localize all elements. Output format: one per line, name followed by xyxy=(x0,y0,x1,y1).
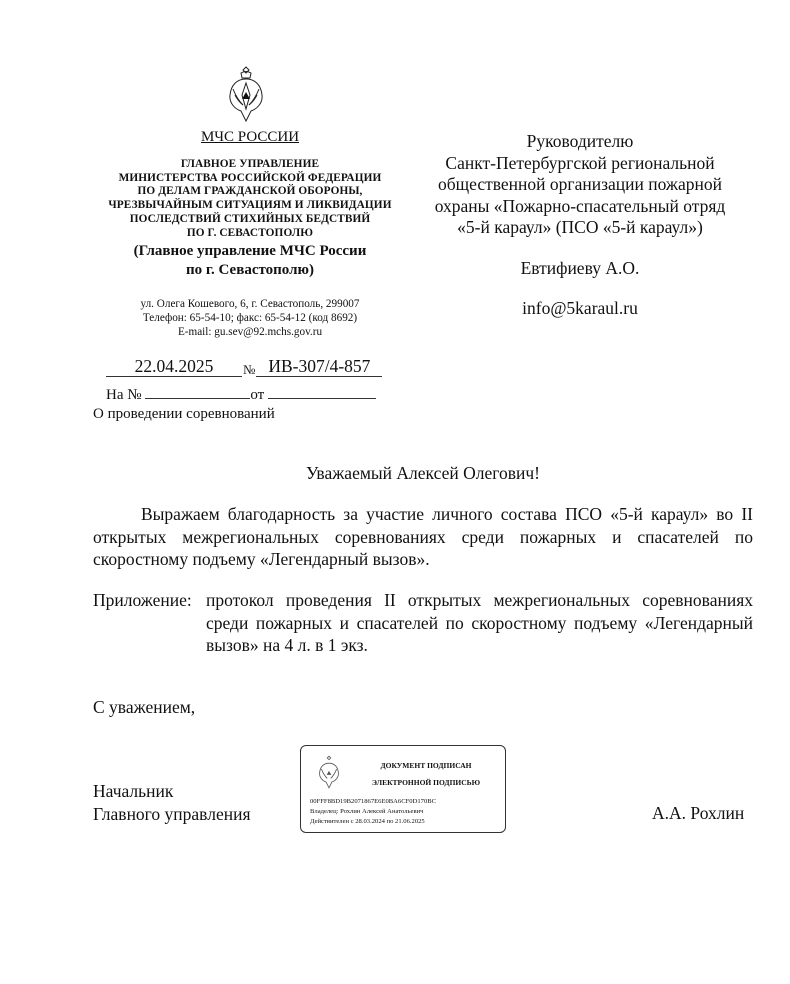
reference-line xyxy=(106,386,386,403)
recipient-line: Руководителю xyxy=(526,131,634,151)
org-line: ГЛАВНОЕ УПРАВЛЕНИЕ xyxy=(180,158,320,170)
ref-from-label: от xyxy=(250,387,265,403)
stamp-heading xyxy=(351,757,501,791)
recipient-email: info@5karaul.ru xyxy=(522,298,638,318)
electronic-signature-stamp xyxy=(300,745,506,833)
org-line: ПО ДЕЛАМ ГРАЖДАНСКОЙ ОБОРОНЫ, xyxy=(137,185,363,198)
recipient-line: «5-й караул» (ПСО «5-й караул») xyxy=(457,217,703,237)
ref-number-blank xyxy=(145,386,250,399)
org-line: ЧРЕЗВЫЧАЙНЫМ СИТУАЦИЯМ И ЛИКВИДАЦИИ xyxy=(108,199,392,212)
sender-block xyxy=(90,128,410,340)
greeting: Уважаемый Алексей Олегович! xyxy=(306,463,540,483)
recipient-line: охраны «Пожарно-спасательный отряд xyxy=(434,195,726,216)
letter-body xyxy=(93,503,753,571)
attachment-label: Приложение: xyxy=(93,590,192,610)
ref-date-blank xyxy=(268,386,376,399)
stamp-info xyxy=(310,797,436,828)
document-number: ИВ-307/4-857 xyxy=(256,356,382,377)
signatory-title-line: Начальник xyxy=(93,781,174,801)
recipient-line: Санкт-Петербургской региональной xyxy=(445,152,715,173)
sender-contacts xyxy=(90,298,410,339)
stamp-heading-line: ДОКУМЕНТ ПОДПИСАН xyxy=(380,761,472,770)
attachment-block xyxy=(93,589,753,657)
signatory-title xyxy=(93,780,251,825)
org-line: ПОСЛЕДСТВИЙ СТИХИЙНЫХ БЕДСТВИЙ xyxy=(129,212,371,225)
recipient-block xyxy=(420,131,740,320)
org-line: МИНИСТЕРСТВА РОССИЙСКОЙ ФЕДЕРАЦИИ xyxy=(118,171,382,184)
org-full-name xyxy=(90,158,410,240)
ref-number-label: На № xyxy=(106,387,142,403)
registration-line xyxy=(106,356,386,378)
certificate-serial: 00FFF8BD19B2071867E6E0BA6CF0D170BC xyxy=(310,798,437,805)
closing: С уважением, xyxy=(93,697,196,717)
recipient-line: общественной организации пожарной xyxy=(438,174,722,194)
attachment-text: протокол проведения II открытых межрегиональных соревнованиях среди пожарных и спасателей по скоростному подъему «Легендарный вызов» на 4 л. в 1 экз. xyxy=(206,590,753,655)
org-abbreviated-name xyxy=(90,242,410,280)
signatory-name: А.А. Рохлин xyxy=(652,803,745,823)
org-short-name: МЧС РОССИИ xyxy=(200,129,300,145)
certificate-validity: Действителен с 28.03.2024 по 21.06.2025 xyxy=(310,818,425,826)
number-sign: № xyxy=(243,362,256,377)
certificate-owner: Владелец: Рохлин Алексей Анатольевич xyxy=(310,808,424,816)
stamp-heading-line: ЭЛЕКТРОННОЙ ПОДПИСЬЮ xyxy=(371,778,481,787)
emercom-emblem-icon xyxy=(227,65,265,123)
sender-address: ул. Олега Кошевого, 6, г. Севастополь, 299007 xyxy=(140,298,360,311)
emercom-emblem-icon xyxy=(315,755,343,789)
sender-phone: Телефон: 65-54-10; факс: 65-54-12 (код 8692) xyxy=(142,312,358,325)
recipient-name: Евтифиеву А.О. xyxy=(520,257,640,278)
sender-email: E-mail: gu.sev@92.mchs.gov.ru xyxy=(177,325,323,338)
document-date: 22.04.2025 xyxy=(106,356,242,377)
signatory-title-line: Главного управления xyxy=(93,803,251,824)
org-line: ПО Г. СЕВАСТОПОЛЮ xyxy=(186,226,314,239)
subject-line: О проведении соревнований xyxy=(93,406,275,422)
body-paragraph: Выражаем благодарность за участие личного состава ПСО «5-й караул» во II открытых межрегиональных соревнованиях среди пожарных и спасателей по скоростному подъему «Легендарный вызов». xyxy=(93,504,753,569)
org-paren-line: по г. Севастополю) xyxy=(186,262,314,279)
org-paren-line: (Главное управление МЧС России xyxy=(133,243,367,260)
